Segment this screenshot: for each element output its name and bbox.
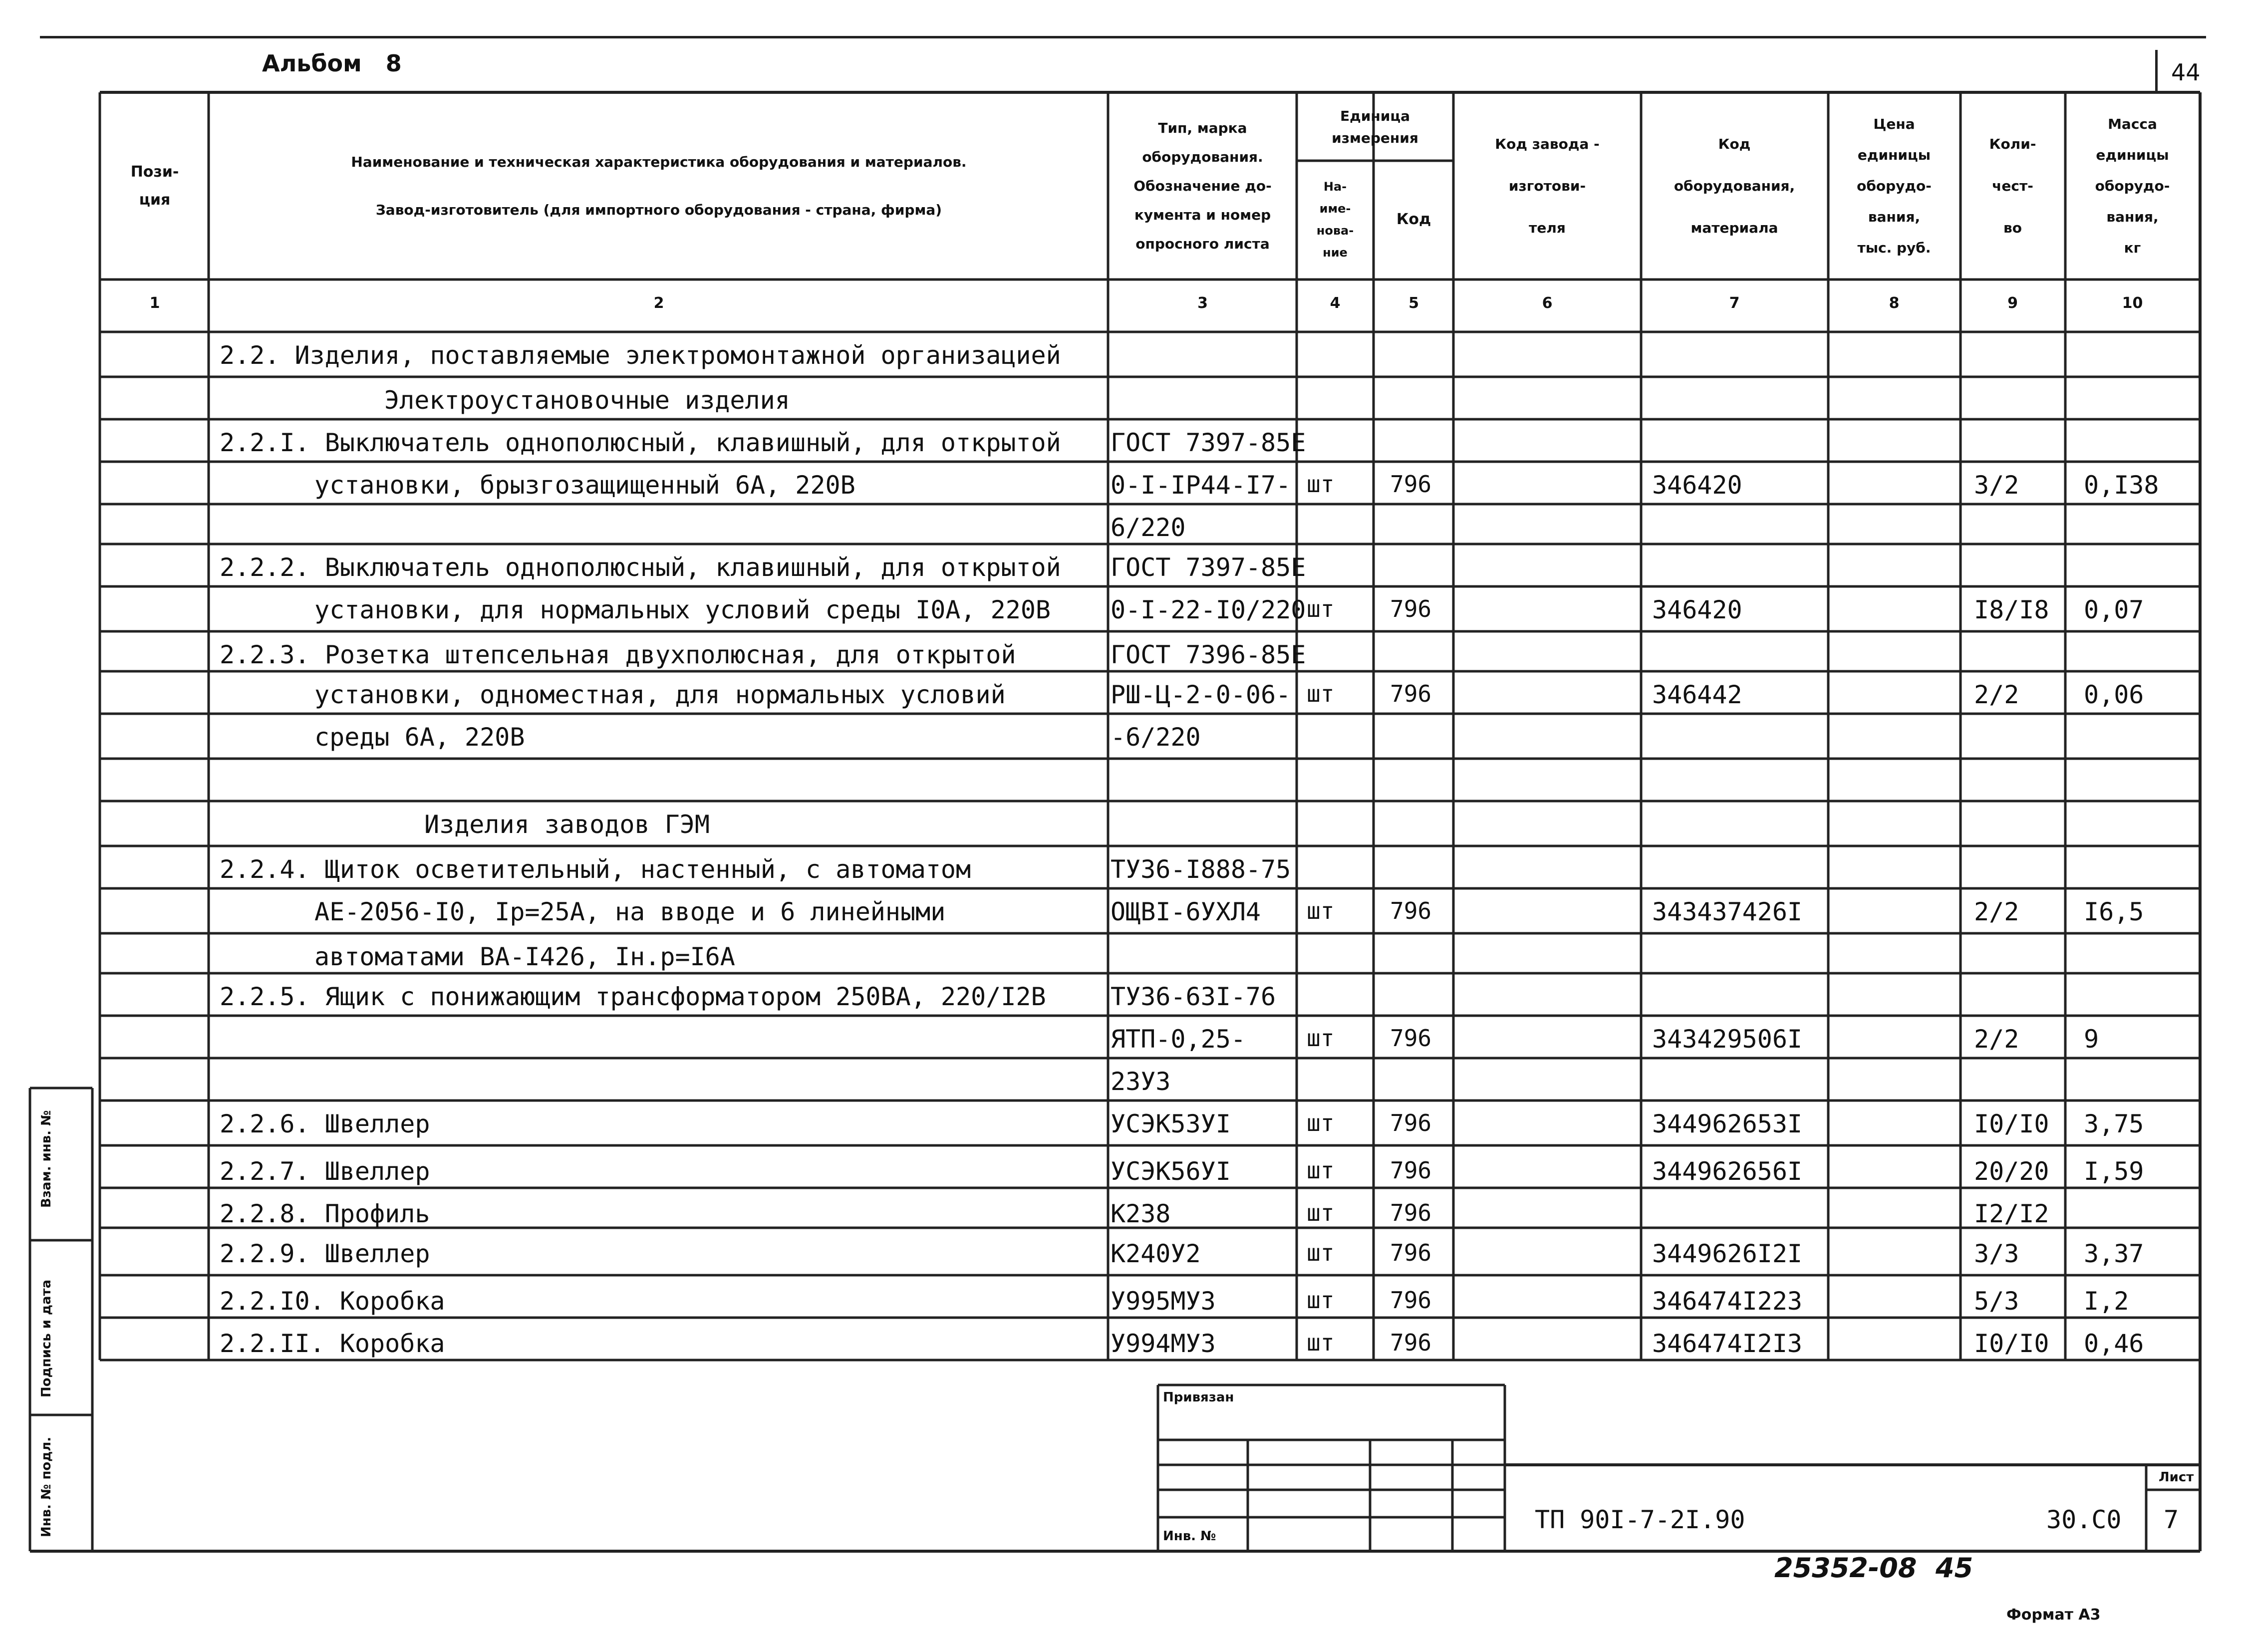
colnum-6: 6 <box>1542 294 1553 312</box>
row-unit: шт <box>1307 1329 1335 1356</box>
colnum-2: 2 <box>653 294 664 312</box>
stamp-section: 30.С0 <box>2046 1505 2122 1534</box>
colnum-3: 3 <box>1197 294 1208 312</box>
side-label-inv-podl: Инв. № подл. <box>39 1436 54 1537</box>
stamp-inv-no: Инв. № <box>1163 1529 1216 1544</box>
row-type: ГОСТ 7397-85Е <box>1111 428 1306 457</box>
row-unit-code: 796 <box>1390 1157 1432 1184</box>
row-qty: I8/I8 <box>1974 595 2049 624</box>
row-qty: I0/I0 <box>1974 1329 2049 1358</box>
row-unit: шт <box>1307 680 1335 707</box>
colnum-8: 8 <box>1889 294 1900 312</box>
colnum-7: 7 <box>1729 294 1740 312</box>
row-type: 6/220 <box>1111 513 1186 542</box>
row-code: 3449626I2I <box>1652 1239 1803 1268</box>
row-unit-code: 796 <box>1390 680 1432 707</box>
row-unit-code: 796 <box>1390 1025 1432 1052</box>
row-qty: 20/20 <box>1974 1157 2049 1186</box>
row-name: Электроустановочные изделия <box>384 386 790 415</box>
row-type: ТУ36-63I-76 <box>1111 982 1276 1011</box>
row-type: РШ-Ц-2-0-06- <box>1111 680 1291 709</box>
stamp-privyazan: Привязан <box>1163 1390 1234 1405</box>
row-qty: I2/I2 <box>1974 1199 2049 1228</box>
row-name: 2.2.8. Профиль <box>220 1199 430 1228</box>
row-qty: 2/2 <box>1974 1025 2019 1054</box>
row-type: 0-I-IP44-I7- <box>1111 471 1291 500</box>
sheet-number: 44 <box>2171 59 2201 86</box>
header-col-3: Тип, марка оборудования. Обозначение до- кумента и номер опросного листа <box>1133 119 1272 252</box>
row-unit-code: 796 <box>1390 1287 1432 1314</box>
row-unit-code: 796 <box>1390 471 1432 498</box>
colnum-9: 9 <box>2007 294 2018 312</box>
side-label-vzam: Взам. инв. № <box>39 1110 54 1208</box>
row-code: 344962656I <box>1652 1157 1803 1186</box>
row-name: 2.2.9. Швеллер <box>220 1239 430 1268</box>
stamp-doc-code: ТП 90I-7-2I.90 <box>1535 1505 1745 1534</box>
row-qty: 5/3 <box>1974 1287 2019 1316</box>
row-type: УСЭК56УI <box>1111 1157 1231 1186</box>
row-unit: шт <box>1307 1287 1335 1314</box>
row-unit: шт <box>1307 471 1335 498</box>
header-col-9: Коли- чест- во <box>1989 135 2036 236</box>
row-mass: 0,I38 <box>2084 471 2159 500</box>
row-mass: 0,06 <box>2084 680 2144 709</box>
row-name: 2.2.6. Швеллер <box>220 1109 430 1138</box>
row-type: У994МУ3 <box>1111 1329 1216 1358</box>
side-label-podpis: Подпись и дата <box>39 1279 54 1397</box>
colnum-10: 10 <box>2122 294 2143 312</box>
row-name: установки, брызгозащищенный 6А, 220В <box>314 471 855 500</box>
row-name: 2.2.5. Ящик с понижающим трансформатором 250ВА, 220/I2В <box>220 982 1046 1011</box>
row-type: ГОСТ 7397-85Е <box>1111 553 1306 582</box>
row-code: 343429506I <box>1652 1025 1803 1054</box>
row-code: 346442 <box>1652 680 1742 709</box>
row-name: 2.2.II. Коробка <box>220 1329 445 1358</box>
row-mass: I6,5 <box>2084 897 2144 926</box>
row-type: К238 <box>1111 1199 1171 1228</box>
row-mass: I,59 <box>2084 1157 2144 1186</box>
header-col-5: Код <box>1396 211 1431 228</box>
row-name: установки, для нормальных условий среды I0А, 220В <box>314 595 1051 624</box>
stamp-list-label: Лист <box>2159 1470 2194 1485</box>
format-label: Формат А3 <box>2006 1606 2101 1624</box>
row-code: 346474I2I3 <box>1652 1329 1803 1358</box>
colnum-1: 1 <box>149 294 160 312</box>
row-unit: шт <box>1307 1157 1335 1184</box>
row-qty: 3/2 <box>1974 471 2019 500</box>
row-mass: 0,07 <box>2084 595 2144 624</box>
row-unit: шт <box>1307 595 1335 622</box>
row-code: 344962653I <box>1652 1109 1803 1138</box>
row-type: К240У2 <box>1111 1239 1201 1268</box>
row-unit-code: 796 <box>1390 1199 1432 1226</box>
row-name: 2.2.7. Швеллер <box>220 1157 430 1186</box>
row-unit-code: 796 <box>1390 1109 1432 1136</box>
row-name: 2.2.I0. Коробка <box>220 1287 445 1316</box>
row-qty: 2/2 <box>1974 680 2019 709</box>
row-mass: 0,46 <box>2084 1329 2144 1358</box>
row-unit-code: 796 <box>1390 595 1432 622</box>
row-unit: шт <box>1307 1199 1335 1226</box>
row-type: УСЭК53УI <box>1111 1109 1231 1138</box>
handwritten-number: 25352-08 45 <box>1774 1552 1973 1584</box>
header-unit-group: Единица измерения <box>1332 108 1418 146</box>
header-col-2: Наименование и техническая характеристика оборудования и материалов. Завод-изготовитель (для импортного оборудования - страна, фирма) <box>351 153 967 218</box>
stamp-list-no: 7 <box>2164 1505 2179 1534</box>
header-col-10: Масса единицы оборудо- вания, кг <box>2095 115 2170 256</box>
row-unit-code: 796 <box>1390 1239 1432 1266</box>
colnum-4: 4 <box>1330 294 1341 312</box>
row-unit: шт <box>1307 897 1335 924</box>
header-col-7: Код оборудования, материала <box>1674 135 1795 236</box>
row-type: У995МУ3 <box>1111 1287 1216 1316</box>
row-mass: 3,75 <box>2084 1109 2144 1138</box>
row-type: -6/220 <box>1111 723 1201 752</box>
row-code: 346474I223 <box>1652 1287 1803 1316</box>
row-type: ЯТП-0,25- <box>1111 1025 1246 1054</box>
row-name: 2.2.I. Выключатель однополюсный, клавишный, для открытой <box>220 428 1061 457</box>
row-name: 2.2.2. Выключатель однополюсный, клавишный, для открытой <box>220 553 1061 582</box>
row-unit: шт <box>1307 1025 1335 1052</box>
row-type: 0-I-22-I0/220 <box>1111 595 1306 624</box>
row-unit: шт <box>1307 1239 1335 1266</box>
row-name: 2.2.4. Щиток осветительный, настенный, с автоматом <box>220 855 971 884</box>
row-name: автоматами ВА-I426, Iн.р=I6А <box>314 942 735 971</box>
row-unit-code: 796 <box>1390 1329 1432 1356</box>
row-code: 346420 <box>1652 471 1742 500</box>
row-name: среды 6А, 220В <box>314 723 525 752</box>
row-mass: I,2 <box>2084 1287 2129 1316</box>
row-name: 2.2. Изделия, поставляемые электромонтажной организацией <box>220 341 1061 370</box>
row-name: АЕ-2056-I0, Iр=25А, на вводе и 6 линейными <box>314 897 946 926</box>
header-col-8: Цена единицы оборудо- вания, тыс. руб. <box>1857 115 1932 256</box>
row-code: 343437426I <box>1652 897 1803 926</box>
row-mass: 3,37 <box>2084 1239 2144 1268</box>
album-label: Альбом 8 <box>262 50 402 77</box>
row-unit-code: 796 <box>1390 897 1432 924</box>
header-col-6: Код завода - изготови- теля <box>1495 135 1600 236</box>
colnum-5: 5 <box>1408 294 1419 312</box>
header-col-1: Пози- ция <box>130 163 179 209</box>
row-name: Изделия заводов ГЭМ <box>424 810 710 839</box>
header-col-4: На- име- нова- ние <box>1316 180 1354 260</box>
row-code: 346420 <box>1652 595 1742 624</box>
row-qty: 2/2 <box>1974 897 2019 926</box>
row-qty: I0/I0 <box>1974 1109 2049 1138</box>
row-type: ГОСТ 7396-85Е <box>1111 640 1306 669</box>
row-type: ТУ36-I888-75 <box>1111 855 1291 884</box>
row-unit: шт <box>1307 1109 1335 1136</box>
row-mass: 9 <box>2084 1025 2099 1054</box>
row-name: установки, одноместная, для нормальных условий <box>314 680 1006 709</box>
row-type: 23У3 <box>1111 1067 1171 1096</box>
row-name: 2.2.3. Розетка штепсельная двухполюсная, для открытой <box>220 640 1016 669</box>
row-type: ОЩВI-6УХЛ4 <box>1111 897 1261 926</box>
row-qty: 3/3 <box>1974 1239 2019 1268</box>
